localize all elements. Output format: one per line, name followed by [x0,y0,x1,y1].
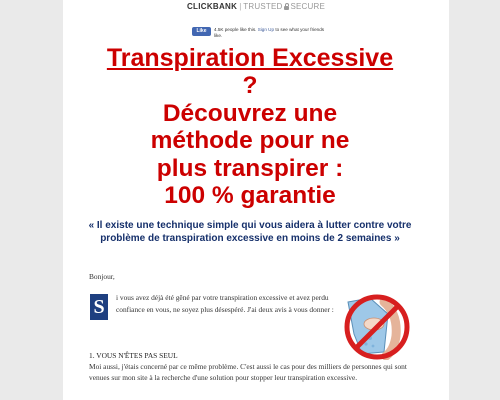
facebook-signup-link[interactable]: Sign Up [257,27,275,32]
facebook-like-button[interactable]: Like [192,27,211,36]
dropcap-letter: S [90,294,108,320]
headline-line-6: 100 % garantie [164,182,336,209]
trusted-label: TRUSTED [243,2,283,11]
lock-icon [284,6,289,10]
clickbank-logo: CLICKBANK [186,2,238,11]
badge-separator: | [239,2,242,11]
facebook-like-widget [192,27,332,39]
facebook-like-count: 4.5K people like this. [214,27,257,32]
headline-line-5: plus transpirer : [156,154,344,182]
facebook-like-text [214,27,332,38]
headline [70,44,430,210]
no-sweat-illustration [344,294,410,360]
headline-line-1: Transpiration Excessive [106,44,394,72]
section-1-body: Moi aussi, j'étais concerné par ce même problème. C'est aussi le cas pour des milliers de personnes qui sont venues sur mon site à la recherche d'une solution pour stopper leur transpiration excessive. [89,362,407,382]
quote-subheadline: « Il existe une technique simple qui vous aidera à lutter contre votre problème de transpiration excessive en moins de 2 semaines » [88,220,412,244]
headline-line-3: Découvrez une [162,99,338,127]
headline-line-2: ? [242,72,258,99]
intro-paragraph: i vous avez déjà été gêné par votre transpiration excessive et avez perdu confiance en vous, ne soyez plus désespéré. J'ai deux avis à vous donner : [116,293,334,314]
secure-label: SECURE [290,2,326,11]
clickbank-badge[interactable] [63,0,449,14]
facebook-like-suffix: to see what your friends like. [214,27,325,38]
greeting: Bonjour, [89,272,115,281]
section-1-title: 1. VOUS N'ÊTES PAS SEUL [89,351,178,360]
headline-line-4: méthode pour ne [150,127,350,154]
